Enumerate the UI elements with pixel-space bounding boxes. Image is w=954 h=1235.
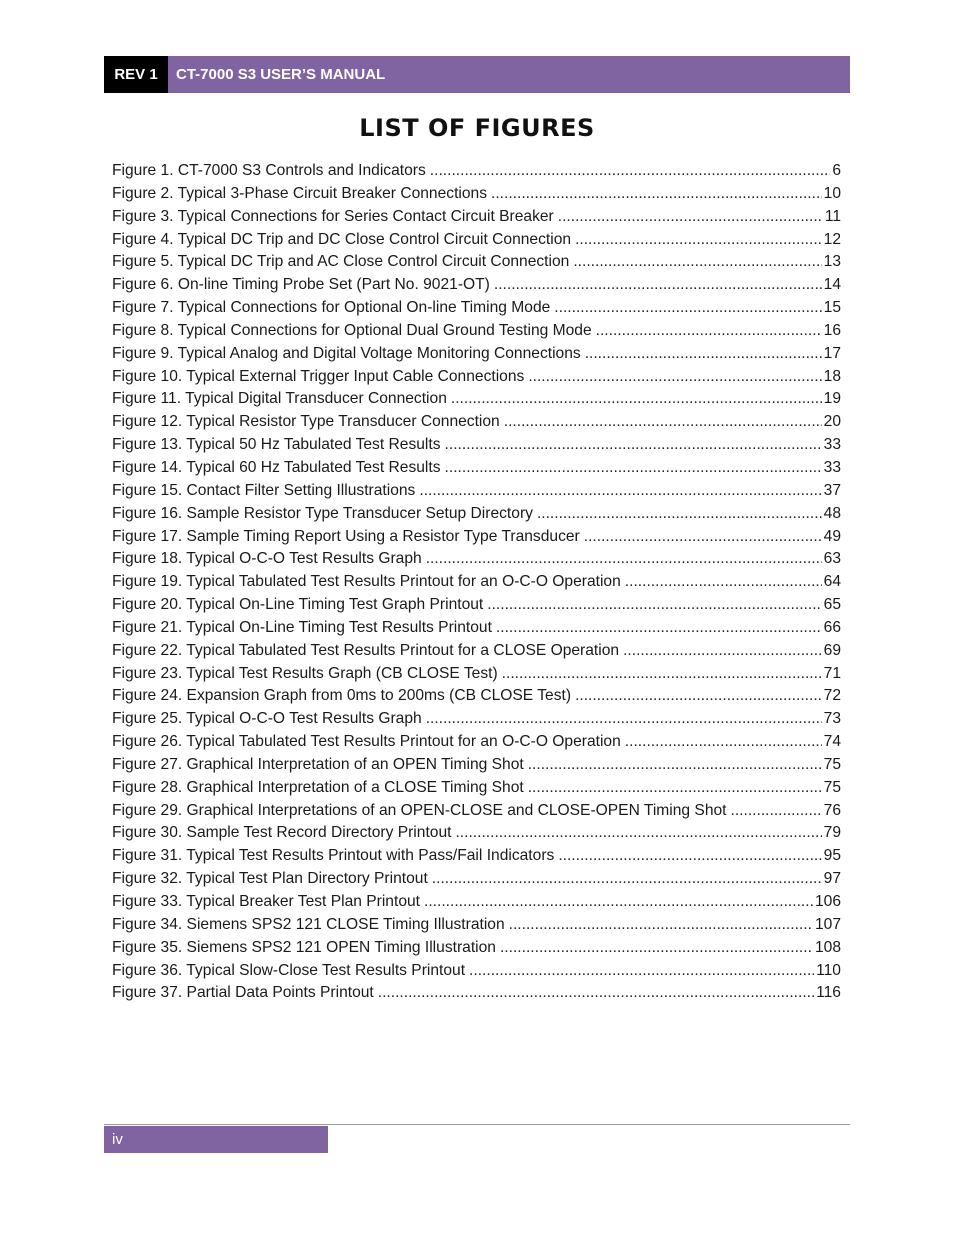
figure-entry-label: Figure 11. Typical Digital Transducer Connection xyxy=(112,390,447,408)
figure-entry-page: 75 xyxy=(823,755,841,773)
figure-entry[interactable] xyxy=(112,868,841,891)
figure-entry-label: Figure 7. Typical Connections for Optional On-line Timing Mode xyxy=(112,299,551,317)
figure-entry-page: 37 xyxy=(823,481,841,499)
dot-leader xyxy=(575,229,822,252)
figure-entry-page: 48 xyxy=(823,504,841,522)
figure-entry-label: Figure 22. Typical Tabulated Test Results Printout for a CLOSE Operation xyxy=(112,641,620,659)
figure-entry-label: Figure 26. Typical Tabulated Test Results Printout for an O-C-O Operation xyxy=(112,733,621,751)
figure-entry-label: Figure 25. Typical O-C-O Test Results Graph xyxy=(112,710,422,728)
figure-entry-page: 19 xyxy=(823,390,841,408)
figure-entry[interactable] xyxy=(112,571,841,594)
figure-entry-page: 33 xyxy=(823,458,841,476)
figure-entry-label: Figure 18. Typical O-C-O Test Results Graph xyxy=(112,550,422,568)
figure-entry-label: Figure 13. Typical 50 Hz Tabulated Test Results xyxy=(112,436,441,454)
dot-leader xyxy=(445,434,822,457)
dot-leader xyxy=(596,320,822,343)
figure-entry-page: 76 xyxy=(823,801,841,819)
figure-entry[interactable] xyxy=(112,731,841,754)
figure-entry-label: Figure 33. Typical Breaker Test Plan Printout xyxy=(112,893,420,910)
figure-entry[interactable] xyxy=(112,800,841,823)
figure-entry-page: 14 xyxy=(823,276,841,294)
figure-entry-page: 18 xyxy=(823,367,841,385)
figure-entry[interactable] xyxy=(112,434,841,457)
figures-list xyxy=(112,160,841,1005)
figure-entry-page: 73 xyxy=(823,710,841,728)
figure-entry-page: 16 xyxy=(823,321,841,339)
dot-leader xyxy=(731,800,822,823)
figure-entry-label: Figure 5. Typical DC Trip and AC Close Control Circuit Connection xyxy=(112,253,570,271)
figure-entry[interactable] xyxy=(112,366,841,389)
figure-entry-label: Figure 9. Typical Analog and Digital Voltage Monitoring Connections xyxy=(112,344,581,362)
dot-leader xyxy=(445,457,822,480)
figure-entry[interactable] xyxy=(112,411,841,434)
figure-entry[interactable] xyxy=(112,206,841,229)
figure-entry[interactable] xyxy=(112,320,841,343)
figure-entry-label: Figure 4. Typical DC Trip and DC Close Control Circuit Connection xyxy=(112,230,572,248)
figure-entry-page: 65 xyxy=(823,596,841,614)
figure-entry[interactable] xyxy=(112,891,841,914)
figure-entry-page: 6 xyxy=(832,162,841,179)
figure-entry-page: 106 xyxy=(814,893,841,910)
figure-entry[interactable] xyxy=(112,640,841,663)
dot-leader xyxy=(537,503,822,526)
figure-entry[interactable] xyxy=(112,982,841,1005)
dot-leader xyxy=(528,366,821,389)
dot-leader xyxy=(426,708,822,731)
dot-leader xyxy=(432,868,822,891)
figure-entry[interactable] xyxy=(112,685,841,708)
dot-leader xyxy=(573,251,821,274)
figure-entry-label: Figure 34. Siemens SPS2 121 CLOSE Timing Illustration xyxy=(112,915,505,933)
figure-entry[interactable] xyxy=(112,297,841,320)
dot-leader xyxy=(469,960,814,983)
figure-entry-label: Figure 3. Typical Connections for Series Contact Circuit Breaker xyxy=(112,207,554,225)
figure-entry-page: 72 xyxy=(823,687,841,705)
figure-entry-page: 116 xyxy=(816,984,841,1002)
dot-leader xyxy=(623,640,822,663)
dot-leader xyxy=(502,663,822,686)
figure-entry-label: Figure 23. Typical Test Results Graph (CB CLOSE Test) xyxy=(112,664,498,682)
figure-entry[interactable] xyxy=(112,160,841,183)
dot-leader xyxy=(430,160,831,183)
page-title: LIST OF FIGURES xyxy=(359,114,595,142)
figure-entry-page: 15 xyxy=(823,299,841,317)
figure-entry-page: 97 xyxy=(823,870,841,888)
manual-title: CT-7000 S3 USER’S MANUAL xyxy=(168,56,850,93)
figure-entry-page: 12 xyxy=(823,230,841,248)
figure-entry-label: Figure 19. Typical Tabulated Test Results Printout for an O-C-O Operation xyxy=(112,573,621,591)
dot-leader xyxy=(500,937,813,960)
revision-label: REV 1 xyxy=(104,56,168,93)
figure-entry[interactable] xyxy=(112,845,841,868)
figure-entry[interactable] xyxy=(112,183,841,206)
footer-divider xyxy=(104,1124,850,1125)
figure-entry-page: 110 xyxy=(816,961,841,979)
figure-entry-label: Figure 21. Typical On-Line Timing Test Results Printout xyxy=(112,618,492,636)
dot-leader xyxy=(494,274,822,297)
figure-entry[interactable] xyxy=(112,754,841,777)
figure-entry-label: Figure 8. Typical Connections for Optional Dual Ground Testing Mode xyxy=(112,321,592,339)
figure-entry-label: Figure 29. Graphical Interpretations of an OPEN-CLOSE and CLOSE-OPEN Timing Shot xyxy=(112,801,727,819)
figure-entry-label: Figure 20. Typical On-Line Timing Test Graph Printout xyxy=(112,596,484,614)
figure-entry[interactable] xyxy=(112,663,841,686)
dot-leader xyxy=(496,617,822,640)
figure-entry[interactable] xyxy=(112,822,841,845)
figure-entry-label: Figure 32. Typical Test Plan Directory Printout xyxy=(112,870,428,888)
dot-leader xyxy=(528,754,822,777)
figure-entry-page: 95 xyxy=(823,847,841,865)
figure-entry[interactable] xyxy=(112,503,841,526)
figure-entry[interactable] xyxy=(112,708,841,731)
dot-leader xyxy=(509,914,813,937)
dot-leader xyxy=(424,891,813,914)
figure-entry-label: Figure 2. Typical 3-Phase Circuit Breaker Connections xyxy=(112,184,488,202)
figure-entry-label: Figure 36. Typical Slow-Close Test Results Printout xyxy=(112,961,466,979)
dot-leader xyxy=(554,297,821,320)
dot-leader xyxy=(487,594,821,617)
figure-entry-page: 69 xyxy=(823,641,841,659)
dot-leader xyxy=(426,548,822,571)
figure-entry-page: 71 xyxy=(823,664,841,682)
dot-leader xyxy=(504,411,822,434)
figure-entry-label: Figure 6. On-line Timing Probe Set (Part No. 9021-OT) xyxy=(112,276,490,294)
figure-entry[interactable] xyxy=(112,229,841,252)
figure-entry-label: Figure 1. CT-7000 S3 Controls and Indicators xyxy=(112,162,426,179)
figure-entry-page: 17 xyxy=(823,344,841,362)
figure-entry[interactable] xyxy=(112,617,841,640)
figure-entry[interactable] xyxy=(112,251,841,274)
figure-entry-page: 107 xyxy=(814,915,841,933)
figure-entry-label: Figure 15. Contact Filter Setting Illustrations xyxy=(112,481,416,499)
figure-entry[interactable] xyxy=(112,274,841,297)
dot-leader xyxy=(419,480,821,503)
page-header xyxy=(104,56,850,93)
figure-entry[interactable] xyxy=(112,457,841,480)
figure-entry-page: 20 xyxy=(823,413,841,431)
figure-entry[interactable] xyxy=(112,548,841,571)
figure-entry-page: 79 xyxy=(823,824,841,842)
figure-entry[interactable] xyxy=(112,343,841,366)
dot-leader xyxy=(625,731,822,754)
figure-entry[interactable] xyxy=(112,480,841,503)
figure-entry-page: 64 xyxy=(823,573,841,591)
figure-entry[interactable] xyxy=(112,960,841,983)
dot-leader xyxy=(585,343,822,366)
dot-leader xyxy=(625,571,822,594)
figure-entry-page: 63 xyxy=(823,550,841,568)
figure-entry-page: 75 xyxy=(823,778,841,796)
figure-entry-label: Figure 28. Graphical Interpretation of a CLOSE Timing Shot xyxy=(112,778,524,796)
footer-page-number: iv xyxy=(104,1126,328,1153)
figure-entry-page: 10 xyxy=(823,184,841,202)
figure-entry[interactable] xyxy=(112,937,841,960)
dot-leader xyxy=(455,822,821,845)
figure-entry-label: Figure 16. Sample Resistor Type Transducer Setup Directory xyxy=(112,504,533,522)
figure-entry-label: Figure 35. Siemens SPS2 121 OPEN Timing Illustration xyxy=(112,938,496,956)
dot-leader xyxy=(528,777,822,800)
figure-entry-label: Figure 37. Partial Data Points Printout xyxy=(112,984,374,1002)
figure-entry-label: Figure 31. Typical Test Results Printout with Pass/Fail Indicators xyxy=(112,847,555,865)
dot-leader xyxy=(558,206,823,229)
dot-leader xyxy=(451,388,822,411)
figure-entry-page: 66 xyxy=(823,618,841,636)
figure-entry-label: Figure 27. Graphical Interpretation of an OPEN Timing Shot xyxy=(112,755,524,773)
figure-entry-label: Figure 12. Typical Resistor Type Transducer Connection xyxy=(112,413,500,431)
figure-entry[interactable] xyxy=(112,526,841,549)
figure-entry-label: Figure 17. Sample Timing Report Using a Resistor Type Transducer xyxy=(112,527,580,545)
figure-entry-label: Figure 30. Sample Test Record Directory Printout xyxy=(112,824,452,842)
figure-entry-page: 108 xyxy=(814,938,841,956)
figure-entry-label: Figure 24. Expansion Graph from 0ms to 200ms (CB CLOSE Test) xyxy=(112,687,572,705)
figure-entry-page: 11 xyxy=(824,207,841,225)
dot-leader xyxy=(378,982,814,1005)
dot-leader xyxy=(575,685,822,708)
figure-entry-page: 49 xyxy=(823,527,841,545)
dot-leader xyxy=(584,526,822,549)
dot-leader xyxy=(491,183,822,206)
figure-entry[interactable] xyxy=(112,388,841,411)
figure-entry-label: Figure 10. Typical External Trigger Input Cable Connections xyxy=(112,367,525,385)
figure-entry[interactable] xyxy=(112,594,841,617)
dot-leader xyxy=(558,845,821,868)
figure-entry-page: 13 xyxy=(823,253,841,271)
figure-entry-label: Figure 14. Typical 60 Hz Tabulated Test Results xyxy=(112,458,441,476)
figure-entry[interactable] xyxy=(112,914,841,937)
figure-entry-page: 74 xyxy=(823,733,841,751)
figure-entry[interactable] xyxy=(112,777,841,800)
figure-entry-page: 33 xyxy=(823,436,841,454)
